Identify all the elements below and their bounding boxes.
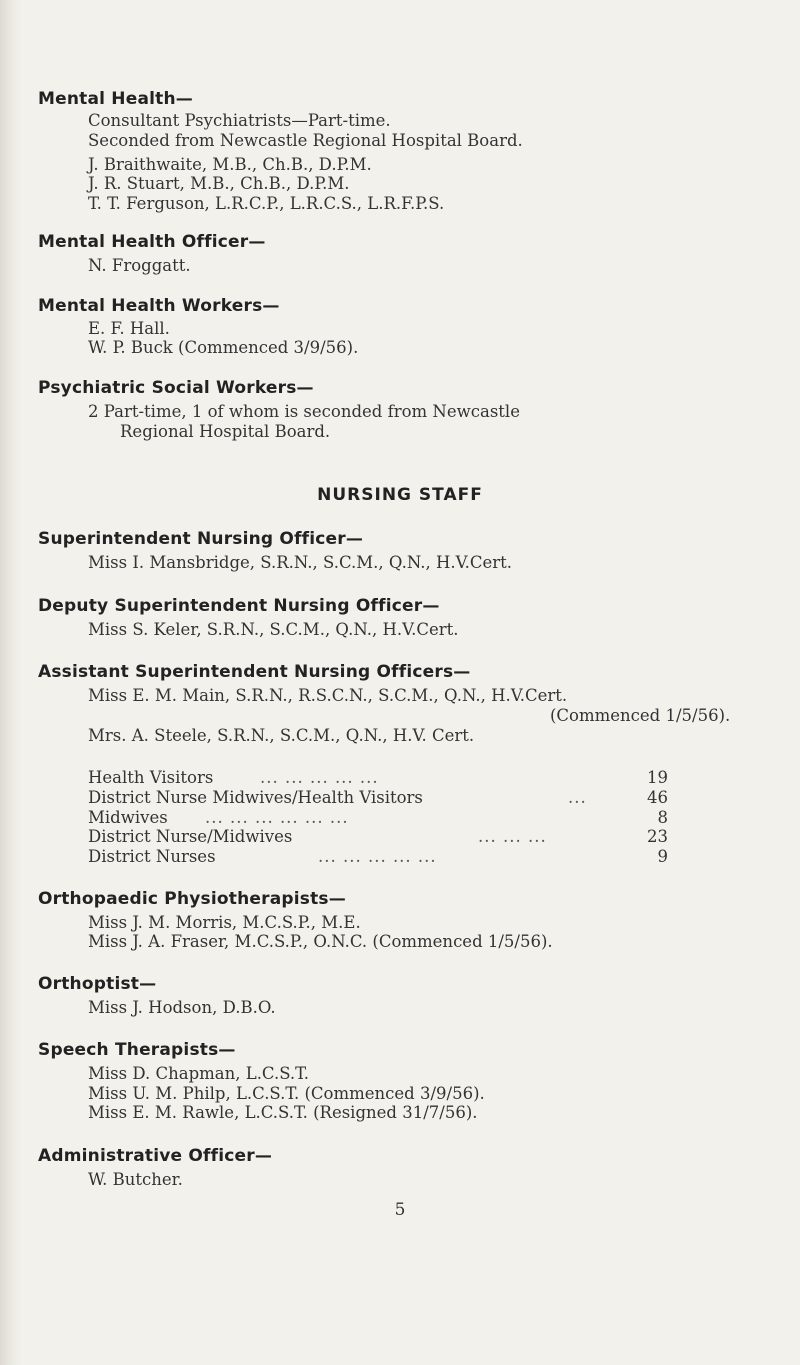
staff-count-label: District Nurses <box>88 847 216 866</box>
orthopaedic-heading: Orthopaedic Physiotherapists— <box>38 889 346 909</box>
speech-therapists-heading: Speech Therapists— <box>38 1040 236 1060</box>
assistant-superintendents-line: Miss E. M. Main, S.R.N., R.S.C.N., S.C.M., Q.N., H.V.Cert. <box>88 686 568 705</box>
staff-count-leader: ... <box>568 788 587 807</box>
page-number: 5 <box>394 1200 406 1220</box>
staff-count-label: District Nurse Midwives/Health Visitors <box>88 788 423 807</box>
mental-health-workers-line: W. P. Buck (Commenced 3/9/56). <box>88 338 359 357</box>
mental-health-workers-heading: Mental Health Workers— <box>38 296 280 316</box>
speech-therapists-line: Miss E. M. Rawle, L.C.S.T. (Resigned 31/7/56). <box>88 1103 478 1122</box>
staff-count-value: 23 <box>647 827 668 846</box>
mental-health-line: Seconded from Newcastle Regional Hospital Board. <box>88 131 523 150</box>
speech-therapists-line: Miss D. Chapman, L.C.S.T. <box>88 1064 310 1083</box>
assistant-superintendents-line: (Commenced 1/5/56). <box>550 706 731 725</box>
mental-health-officer-line: N. Froggatt. <box>88 256 191 275</box>
orthopaedic-line: Miss J. A. Fraser, M.C.S.P., O.N.C. (Commenced 1/5/56). <box>88 932 553 951</box>
mental-health-officer-heading: Mental Health Officer— <box>38 232 266 252</box>
nursing-staff-title: NURSING STAFF <box>317 485 483 505</box>
superintendent-heading: Superintendent Nursing Officer— <box>38 529 364 549</box>
staff-count-value: 19 <box>647 768 668 787</box>
staff-count-leader: ... ... ... <box>478 827 547 846</box>
psychiatric-social-workers-heading: Psychiatric Social Workers— <box>38 378 314 398</box>
mental-health-line: Consultant Psychiatrists—Part-time. <box>88 111 391 130</box>
page-binding-shadow <box>0 0 22 1365</box>
mental-health-line: J. Braithwaite, M.B., Ch.B., D.P.M. <box>88 155 372 174</box>
orthopaedic-line: Miss J. M. Morris, M.C.S.P., M.E. <box>88 913 361 932</box>
assistant-superintendents-line: Mrs. A. Steele, S.R.N., S.C.M., Q.N., H.V. Cert. <box>88 726 475 745</box>
mental-health-workers-line: E. F. Hall. <box>88 319 170 338</box>
staff-count-label: Health Visitors <box>88 768 214 787</box>
staff-count-value: 46 <box>647 788 668 807</box>
mental-health-line: T. T. Ferguson, L.R.C.P., L.R.C.S., L.R.F.P.S. <box>88 194 445 213</box>
deputy-superintendent-line: Miss S. Keler, S.R.N., S.C.M., Q.N., H.V.Cert. <box>88 620 459 639</box>
mental-health-line: J. R. Stuart, M.B., Ch.B., D.P.M. <box>88 174 350 193</box>
staff-count-label: Midwives <box>88 808 168 827</box>
administrative-officer-heading: Administrative Officer— <box>38 1146 273 1166</box>
staff-count-value: 8 <box>657 808 668 827</box>
staff-count-value: 9 <box>657 847 668 866</box>
psychiatric-social-workers-line: Regional Hospital Board. <box>120 422 331 441</box>
deputy-superintendent-heading: Deputy Superintendent Nursing Officer— <box>38 596 440 616</box>
psychiatric-social-workers-line: 2 Part-time, 1 of whom is seconded from Newcastle <box>88 402 520 421</box>
staff-count-label: District Nurse/Midwives <box>88 827 293 846</box>
speech-therapists-line: Miss U. M. Philp, L.C.S.T. (Commenced 3/9/56). <box>88 1084 485 1103</box>
orthoptist-heading: Orthoptist— <box>38 974 157 994</box>
administrative-officer-line: W. Butcher. <box>88 1170 183 1189</box>
superintendent-line: Miss I. Mansbridge, S.R.N., S.C.M., Q.N., H.V.Cert. <box>88 553 513 572</box>
assistant-superintendents-heading: Assistant Superintendent Nursing Officers— <box>38 662 471 682</box>
staff-count-leader: ... ... ... ... ... <box>260 768 379 787</box>
staff-count-leader: ... ... ... ... ... <box>318 847 437 866</box>
mental-health-heading: Mental Health— <box>38 89 193 109</box>
staff-count-leader: ... ... ... ... ... ... <box>205 808 349 827</box>
orthoptist-line: Miss J. Hodson, D.B.O. <box>88 998 276 1017</box>
